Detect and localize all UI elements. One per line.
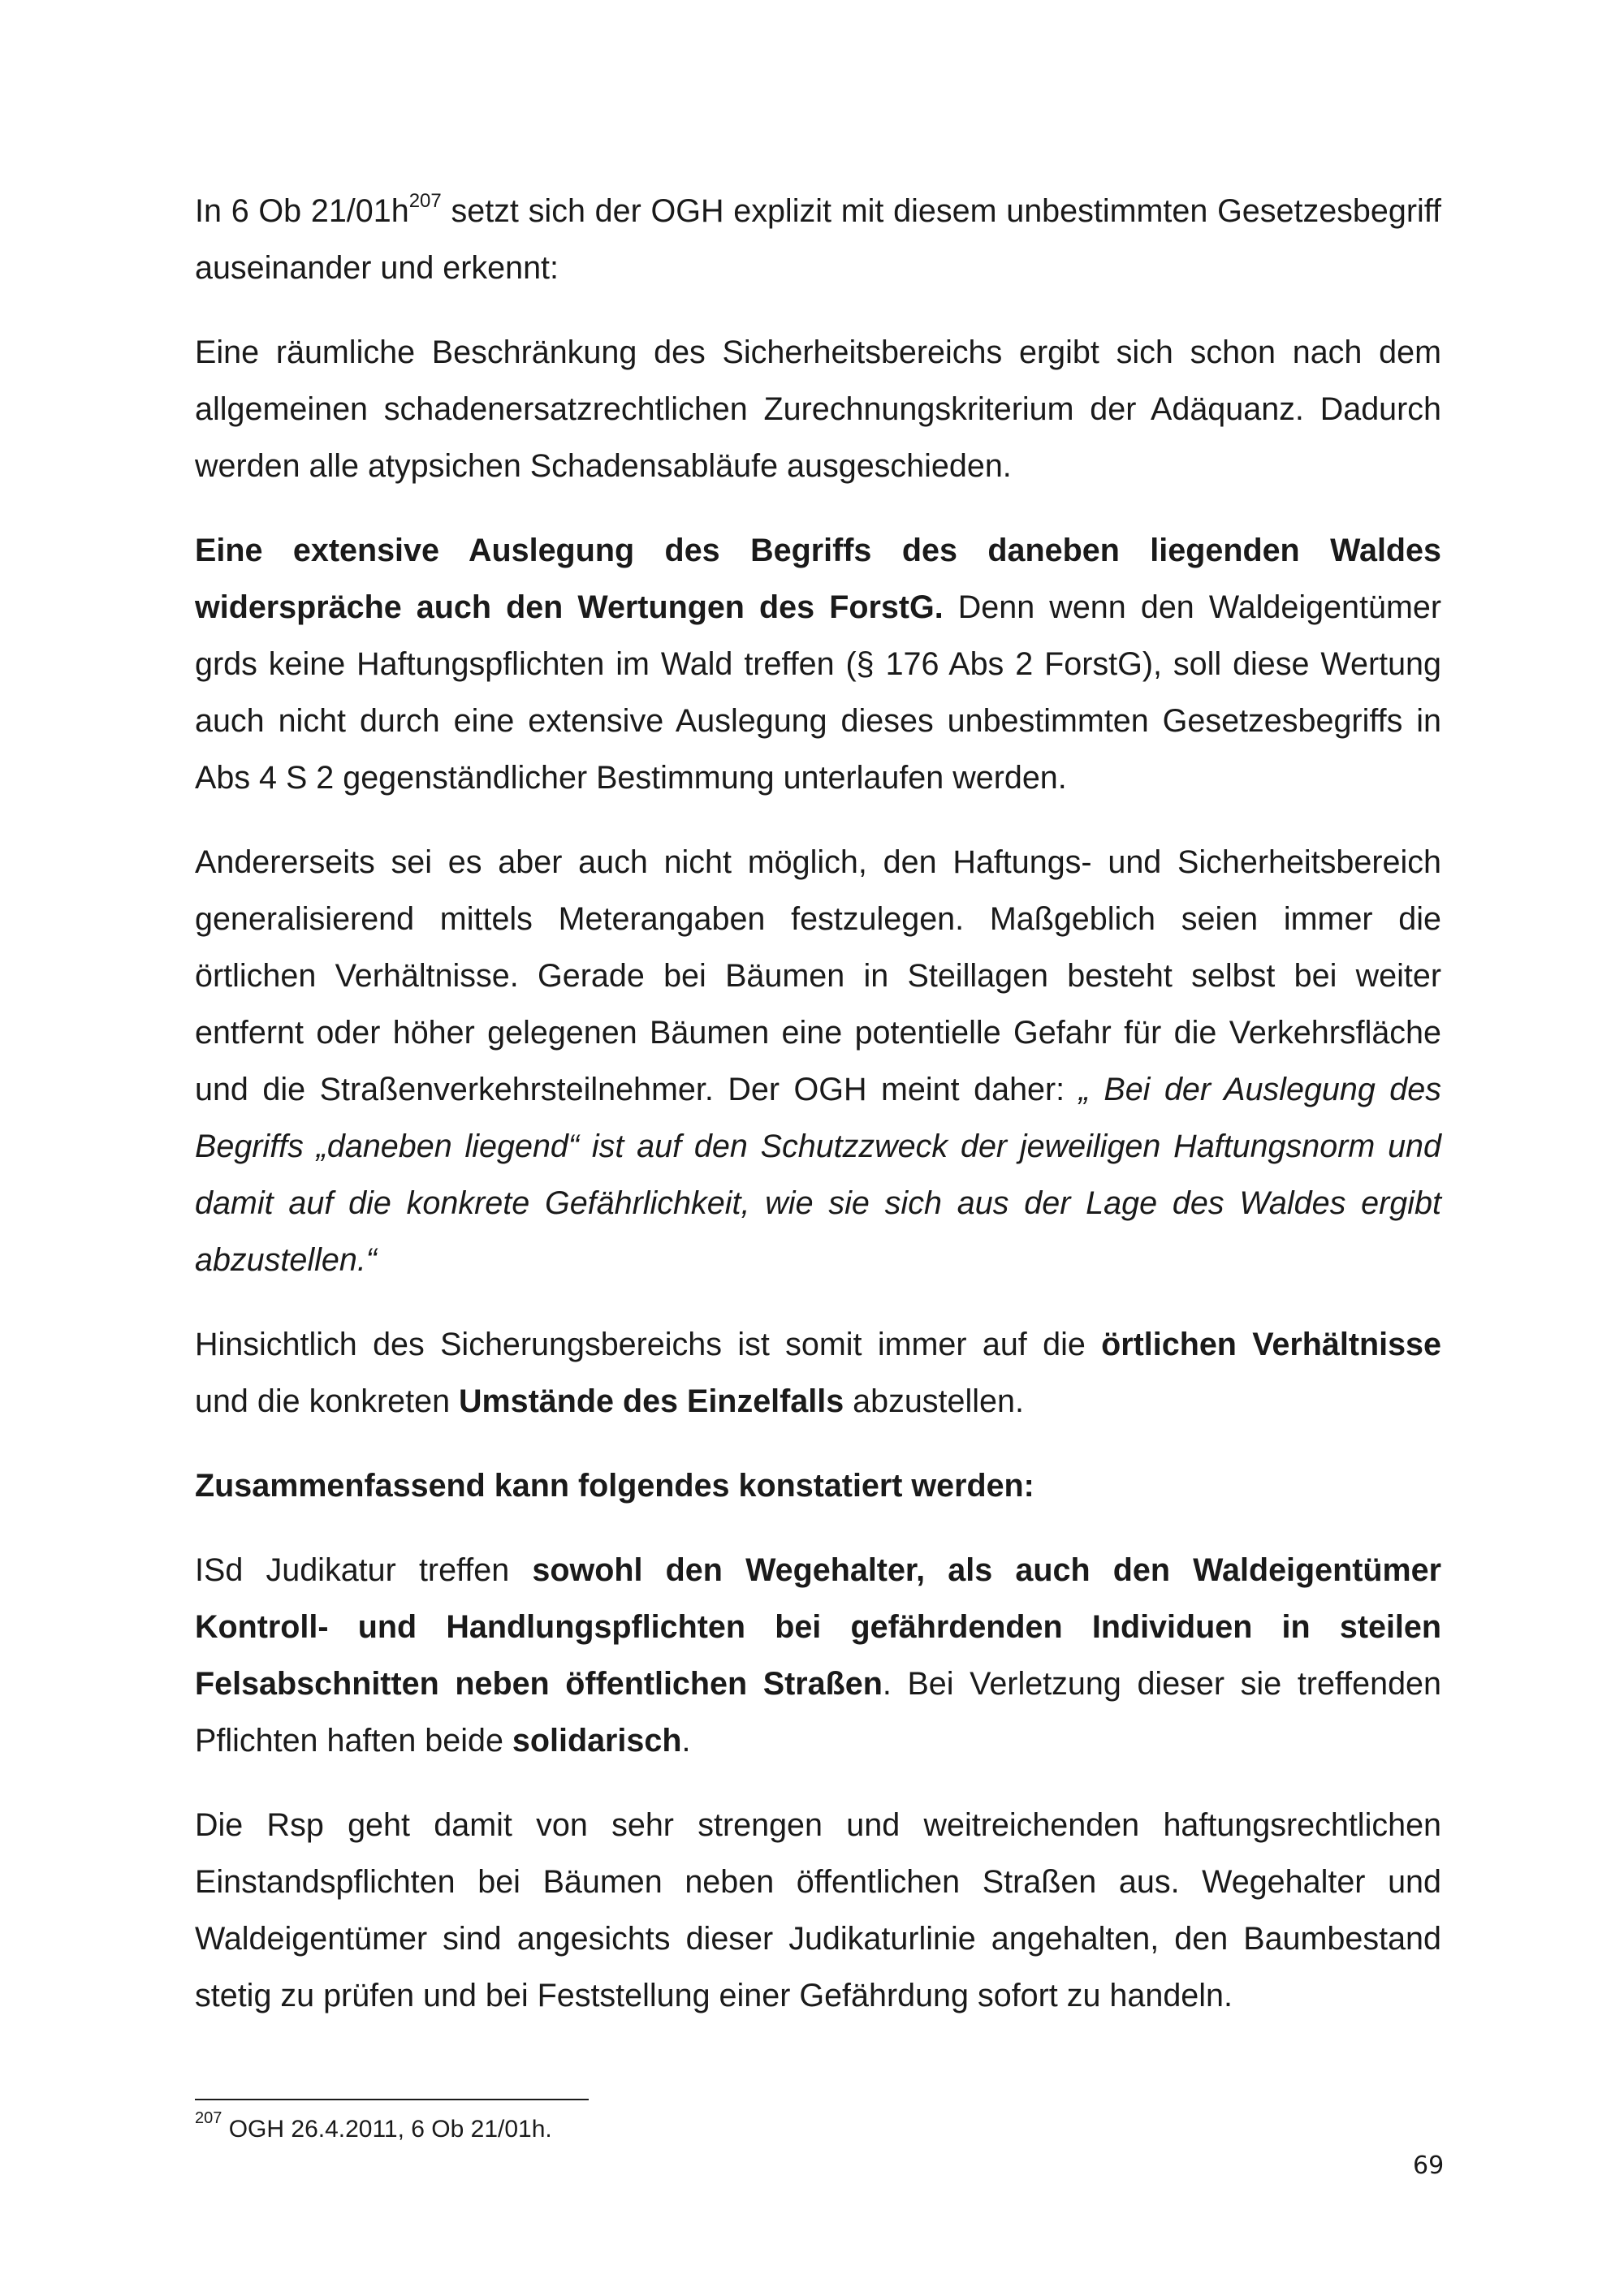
page-body bbox=[195, 183, 1441, 2052]
paragraph-security-area bbox=[195, 1316, 1441, 1430]
bold-text: Zusammenfassend kann folgendes konstatiert werden: bbox=[195, 1468, 1034, 1504]
text-span: . bbox=[681, 1723, 691, 1759]
text-span: Andererseits sei es aber auch nicht möglich, den Haftungs- und Sicherheitsbereich generalisierend mittels Meterangaben festzulegen. Maßgeblich seien immer die örtlichen Verhältnisse. Gerade bei Bäumen in Steillagen besteht selbst bei weiter entfernt oder höher gelegenen Bäumen eine potentielle Gefahr für die Verkehrsfläche und die Straßenverkehrsteilnehmer. Der OGH meint daher: bbox=[195, 844, 1441, 1107]
paragraph-judicature bbox=[195, 1542, 1441, 1769]
bold-text: solidarisch bbox=[512, 1723, 682, 1759]
footnote-separator bbox=[195, 2099, 589, 2100]
text-span: Denn wenn den Waldeigentümer grds keine Haftungspflichten im Wald treffen (§ 176 Abs 2 ForstG), soll diese Wertung auch nicht durch eine extensive Auslegung dieses unbestimmten Gesetzesbegriffs in Abs 4 S 2 gegenständlicher Bestimmung unterlaufen werden. bbox=[195, 589, 1441, 796]
text-span: setzt sich der OGH explizit mit diesem unbestimmten Gesetzesbegriff auseinander und erkennt: bbox=[195, 193, 1441, 286]
text-span: Die Rsp geht damit von sehr strengen und weitreichenden haftungsrechtlichen Einstandspflichten bei Bäumen neben öffentlichen Straßen aus. Wegehalter und Waldeigentümer sind angesichts dieser Judikaturlinie angehalten, den Baumbestand stetig zu prüfen und bei Feststellung einer Gefährdung sofort zu handeln. bbox=[195, 1807, 1441, 2013]
footnote-number: 207 bbox=[195, 2109, 222, 2127]
footnote-reference[interactable]: 207 bbox=[408, 189, 442, 212]
text-span: abzustellen. bbox=[844, 1383, 1024, 1419]
paragraph-adequacy bbox=[195, 324, 1441, 494]
bold-text: sowohl den Wegehalter, als auch den Waldeigentümer Kontroll- und Handlungspflichten bei gefährdenden Individuen in steilen Felsabschnitten neben öffentlichen Straßen bbox=[195, 1552, 1441, 1702]
quote-italic: „ Bei der Auslegung des Begriffs „daneben liegend“ ist auf den Schutzzweck der jeweiligen Haftungsnorm und damit auf die konkrete Gefährlichkeit, wie sie sich aus der Lage des Waldes ergibt abzustellen.“ bbox=[195, 1072, 1441, 1278]
text-span: In 6 Ob 21/01h bbox=[195, 193, 409, 229]
text-span: . Bei Verletzung dieser sie treffenden Pflichten haften beide bbox=[195, 1666, 1441, 1759]
text-span: ISd Judikatur treffen bbox=[195, 1552, 533, 1588]
page-number: 69 bbox=[1413, 2151, 1445, 2180]
paragraph-conclusion bbox=[195, 1797, 1441, 2024]
text-span: und die konkreten bbox=[195, 1383, 460, 1419]
bold-text: örtlichen Verhältnisse bbox=[1101, 1327, 1441, 1362]
paragraph-local-conditions bbox=[195, 834, 1441, 1288]
bold-text: Eine extensive Auslegung des Begriffs des daneben liegenden Waldes widerspräche auch den Wertungen des ForstG. bbox=[195, 533, 1441, 625]
summary-heading bbox=[195, 1457, 1441, 1514]
paragraph-forstg bbox=[195, 522, 1441, 806]
paragraph-intro bbox=[195, 183, 1441, 296]
footnote-text: OGH 26.4.2011, 6 Ob 21/01h. bbox=[222, 2116, 552, 2143]
footnote bbox=[195, 2109, 552, 2144]
text-span: Eine räumliche Beschränkung des Sicherheitsbereichs ergibt sich schon nach dem allgemeinen schadenersatzrechtlichen Zurechnungskriterium der Adäquanz. Dadurch werden alle atypsichen Schadensabläufe ausgeschieden. bbox=[195, 334, 1441, 484]
text-span: Hinsichtlich des Sicherungsbereichs ist somit immer auf die bbox=[195, 1327, 1102, 1362]
bold-text: Umstände des Einzelfalls bbox=[459, 1383, 844, 1419]
